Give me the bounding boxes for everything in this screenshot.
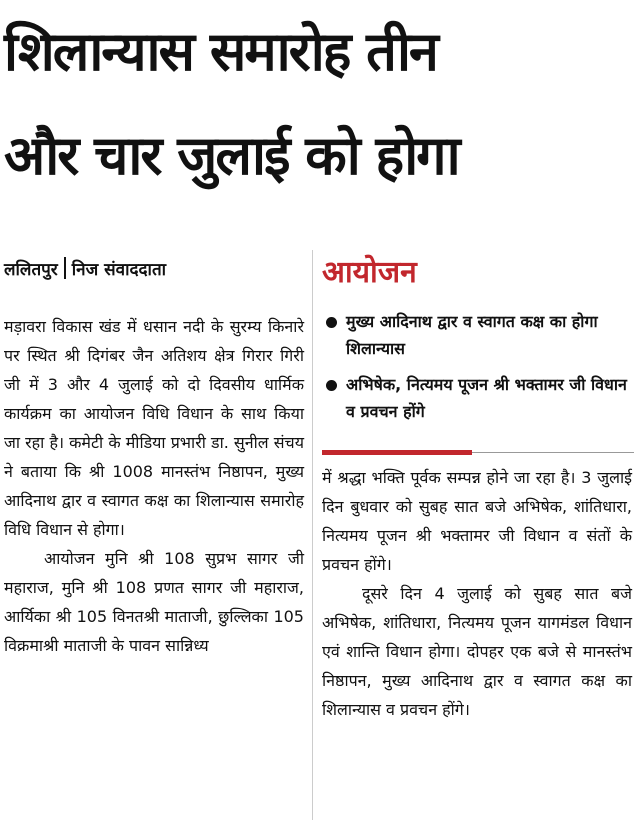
byline bbox=[4, 257, 304, 280]
highlight-item-text: मुख्य आदिनाथ द्वार व स्वागत कक्ष का होगा शिलान्यास bbox=[346, 312, 598, 358]
highlight-item bbox=[322, 371, 634, 425]
highlight-item-text: अभिषेक, नित्यमय पूजन श्री भक्तामर जी विधान व प्रवचन होंगे bbox=[346, 375, 627, 421]
byline-place: ललितपुर bbox=[4, 260, 58, 280]
accent-rule bbox=[322, 450, 472, 455]
body-paragraph: में श्रद्धा भक्ति पूर्वक सम्पन्न होने जा रहा है। 3 जुलाई दिन बुधवार को सुबह सात बजे अभिषेक, शांतिधारा, नित्यमय पूजन श्री भक्तामर जी विधान व संतों के प्रवचन होंगे। bbox=[322, 468, 632, 574]
highlight-box-list bbox=[322, 308, 634, 434]
highlight-item bbox=[322, 308, 634, 362]
byline-reporter: निज संवाददाता bbox=[71, 260, 167, 280]
highlight-box-title: आयोजन bbox=[322, 255, 417, 290]
body-paragraph: मड़ावरा विकास खंड में धसान नदी के सुरम्य किनारे पर स्थित श्री दिगंबर जैन अतिशय क्षेत्र गिरार गिरी जी में 3 और 4 जुलाई को दो दिवसीय धार्मिक कार्यक्रम का आयोजन विधि विधान के साथ किया जा रहा है। कमेटी के मीडिया प्रभारी डा. सुनील संचय ने बताया कि श्री 1008 मानस्तंभ निष्ठापन, मुख्य आदिनाथ द्वार व स्वागत कक्ष का शिलान्यास समारोह विधि विधान से होगा। bbox=[4, 317, 304, 539]
divider-rule bbox=[472, 452, 634, 453]
byline-separator bbox=[64, 257, 66, 279]
column-divider bbox=[312, 250, 313, 820]
body-column-right bbox=[322, 463, 632, 724]
headline-line-2: और चार जुलाई को होगा bbox=[4, 124, 459, 187]
headline bbox=[4, 0, 637, 208]
body-column-left bbox=[4, 312, 304, 660]
bullet-icon bbox=[326, 380, 337, 391]
body-paragraph: दूसरे दिन 4 जुलाई को सुबह सात बजे अभिषेक, शांतिधारा, नित्यमय पूजन यागमंडल विधान एवं शान्ति विधान होगा। दोपहर एक बजे से मानस्तंभ निष्ठापन, मुख्य आदिनाथ द्वार व स्वागत कक्ष का शिलान्यास व प्रवचन होंगे। bbox=[322, 584, 632, 719]
headline-line-1: शिलान्यास समारोह तीन bbox=[4, 20, 437, 83]
bullet-icon bbox=[326, 317, 337, 328]
body-paragraph: आयोजन मुनि श्री 108 सुप्रभ सागर जी महाराज, मुनि श्री 108 प्रणत सागर जी महाराज, आर्यिका श्री 105 विनतश्री माताजी, छुल्लिका 105 विक्रमाश्री माताजी के पावन सान्निध्य bbox=[4, 549, 304, 655]
